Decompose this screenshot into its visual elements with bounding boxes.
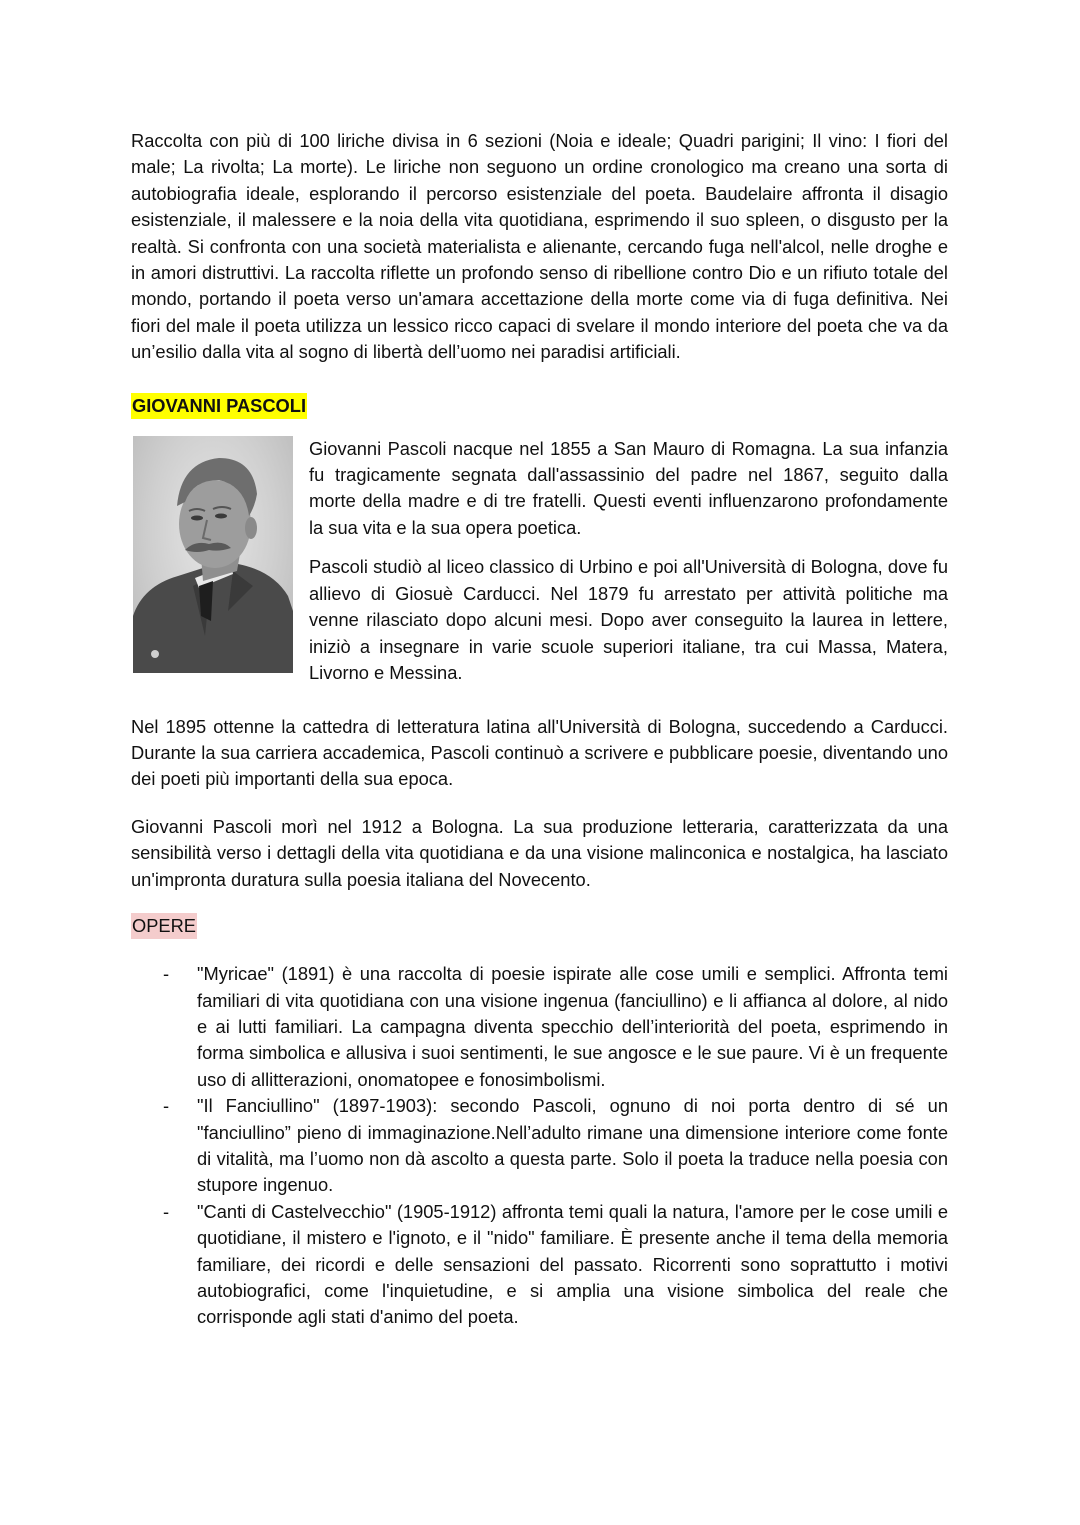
work-description: "Myricae" (1891) è una raccolta di poesie ispirate alle cose umili e semplici. Affronta temi familiari di vita quotidiana con una visione ingenua (fanciullino) e li affianca al dolore, al nido e ai lutti familiari. La campagna diventa specchio dell’interiorità del poeta, esprimendo in forma simbolica e allusiva i suoi sentimenti, le sue angosce e le sue paure. Vi è un frequente uso di allitterazioni, onomatopee e fonosimbolismi. (197, 963, 948, 1090)
work-description: "Il Fanciullino" (1897-1903): secondo Pascoli, ognuno di noi porta dentro di sé un "fanciullino” pieno di immaginazione.Nell’adulto rimane una dimensione interiore come fonte di vitalità, ma l’uomo non dà ascolto a questa parte. Solo il poeta la traduce nella poesia con stupore ingenuo. (197, 1095, 948, 1196)
career-section (131, 714, 948, 893)
career-paragraph: Giovanni Pascoli morì nel 1912 a Bologna. La sua produzione letteraria, caratterizzata da una sensibilità verso i dettagli della vita quotidiana e da una visione malinconica e nostalgica, ha lasciato un'impronta duratura sulla poesia italiana del Novecento. (131, 815, 948, 890)
works-list (131, 961, 948, 1331)
portrait-illustration (133, 436, 293, 673)
bio-paragraph: Pascoli studiò al liceo classico di Urbino e poi all'Università di Bologna, dove fu allievo di Giosuè Carducci. Nel 1879 fu arrestato per attività politiche ma venne rilasciato dopo alcuni mesi. Dopo aver conseguito la laurea in lettere, iniziò a insegnare in varie scuole superiori italiane, tra cui Massa, Matera, Livorno e Messina. (309, 556, 948, 683)
intro-paragraph: Raccolta con più di 100 liriche divisa in 6 sezioni (Noia e ideale; Quadri parigini; Il vino: I fiori del male; La rivolta; La morte). Le liriche non seguono un ordine cronologico ma creano una sorta di autobiografia ideale, esplorando il percorso esistenziale del poeta. Baudelaire affronta il disagio esistenziale, il malessere e la noia della vita quotidiana, esprimendo il suo spleen, o disgusto per la realtà. Si confronta con una società materialista e alienante, cercando fuga nell'alcol, nelle droghe e in amori distruttivi. La raccolta riflette un profondo senso di ribellione contro Dio e un rifiuto totale del mondo, portando il poeta verso un'amara accettazione della morte come via di fuga definitiva. Nei fiori del male il poeta utilizza un lessico ricco capaci di svelare il mondo interiore del poeta che va da un’esilio dalla vita al sogno di libertà dell’uomo nei paradisi artificiali. (131, 130, 948, 363)
biography-block (131, 436, 948, 700)
portrait-image (133, 436, 293, 673)
list-item (131, 1199, 948, 1331)
works-heading: OPERE (131, 913, 197, 939)
dash-bullet-icon: - (163, 1095, 170, 1117)
dash-bullet-icon: - (163, 963, 170, 985)
section-heading-wrapper (131, 393, 948, 436)
section-heading: GIOVANNI PASCOLI (131, 393, 307, 419)
biography-text (309, 436, 948, 687)
work-description: "Canti di Castelvecchio" (1905-1912) affronta temi quali la natura, l'amore per le cose umili e quotidiane, il mistero e l'ignoto, e il "nido" familiare. È presente anche il tema della memoria familiare, dei ricordi e delle sensazioni del passato. Ricorrenti sono soprattutto i motivi autobiografici, come l'inquietudine, e si amplia una visione simbolica del reale che corrisponde agli stati d'animo del poeta. (197, 1200, 948, 1328)
document-page (131, 128, 948, 1331)
career-paragraph: Nel 1895 ottenne la cattedra di letteratura latina all'Università di Bologna, succedendo a Carducci. Durante la sua carriera accademica, Pascoli continuò a scrivere e pubblicare poesie, diventando uno dei poeti più importanti della sua epoca. (131, 715, 948, 790)
dash-bullet-icon: - (163, 1200, 170, 1222)
works-heading-wrapper (131, 893, 948, 961)
list-item (131, 961, 948, 1093)
bio-paragraph: Giovanni Pascoli nacque nel 1855 a San Mauro di Romagna. La sua infanzia fu tragicamente segnata dall'assassinio del padre nel 1867, seguito dalla morte della madre e di tre fratelli. Questi eventi influenzarono profondamente la sua vita e la sua opera poetica. (309, 437, 948, 538)
list-item (131, 1093, 948, 1199)
